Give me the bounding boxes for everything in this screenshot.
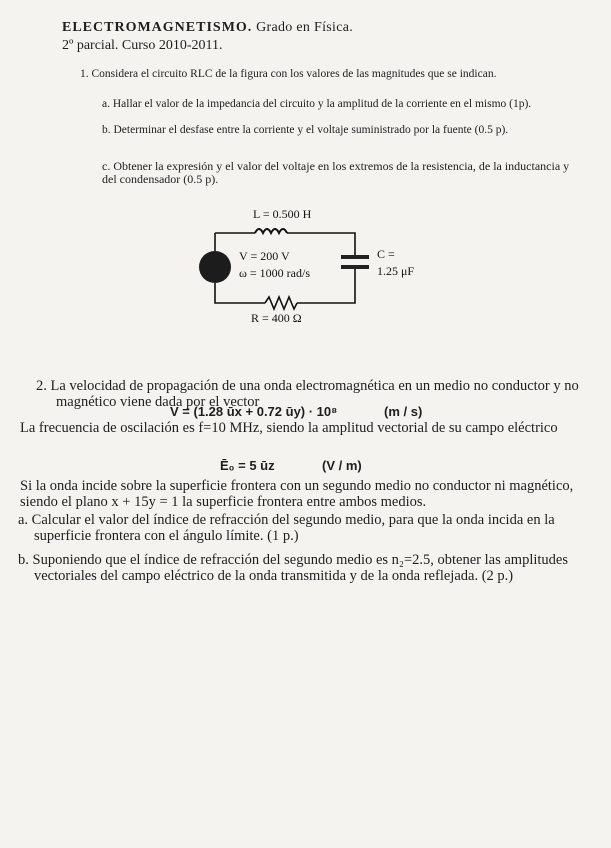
question-1a: a. Hallar el valor de la impedancia del circuito y la amplitud de la corriente en el mismo (1p).: [102, 98, 532, 110]
question-1-text: [80, 68, 540, 81]
inductance-label: L = 0.500 H: [253, 207, 312, 221]
resistance-label: R = 400 Ω: [251, 311, 302, 325]
efield-vector: Ē₀ = 5 ūz: [220, 458, 275, 473]
wire-top-right: [287, 233, 355, 255]
capacitor-plate-top: [341, 255, 369, 259]
wire-left-bottom: [215, 283, 265, 303]
question-2-text: 2. La velocidad de propagación de una onda electromagnética en un medio no conductor y no magnético viene dada por el vector: [36, 378, 579, 411]
voltage-source: [199, 251, 231, 283]
question-1-number: 1.: [80, 68, 89, 80]
question-2a: a. Calcular el valor del índice de refracción del segundo medio, para que la onda incida en la superficie frontera con el ángulo límite. (1 p.): [18, 512, 555, 545]
exam-session: 2º parcial. Curso 2010-2011.: [62, 38, 223, 53]
inductor-coil: [255, 229, 287, 233]
capacitance-label-1: C =: [377, 247, 395, 261]
efield-unit: (V / m): [322, 458, 362, 473]
resistor-zigzag: [265, 297, 297, 309]
capacitor-plate-bottom: [341, 265, 369, 269]
velocity-unit: (m / s): [384, 404, 423, 419]
question-1b: b. Determinar el desfase entre la corriente y el voltaje suministrado por la fuente (0.5 p).: [102, 124, 509, 136]
question-1c: c. Obtener la expresión y el valor del voltaje en los extremos de la resistencia, de la inductancia y del condensador (0.5 p).: [102, 159, 570, 187]
frequency-label: ω = 1000 rad/s: [239, 266, 310, 280]
exam-header: [62, 20, 353, 36]
frequency-text: La frecuencia de oscilación es f=10 MHz, siendo la amplitud vectorial de su campo eléctrico: [20, 420, 558, 436]
course-title: ELECTROMAGNETISMO.: [62, 20, 253, 35]
voltage-label: V = 200 V: [239, 249, 290, 263]
incidence-text: Si la onda incide sobre la superficie frontera con un segundo medio no conductor ni magnético, siendo el plano x + 15y = 1 la superficie frontera entre ambos medios.: [20, 478, 574, 511]
capacitance-label-2: 1.25 μF: [377, 264, 415, 278]
rlc-circuit-diagram: [195, 205, 435, 325]
question-2b: b. Suponiendo que el índice de refracción del segundo medio es n₂=2.5, obtener las amplitudes vectoriales del campo eléctrico de la onda transmitida y de la onda reflejada. (2 p.): [18, 552, 568, 585]
course-degree: Grado en Física.: [252, 20, 354, 35]
question-1-statement: Considera el circuito RLC de la figura con los valores de las magnitudes que se indican.: [91, 68, 497, 80]
velocity-vector: V = (1.28 ūx + 0.72 ūy) · 10⁸: [170, 404, 338, 419]
